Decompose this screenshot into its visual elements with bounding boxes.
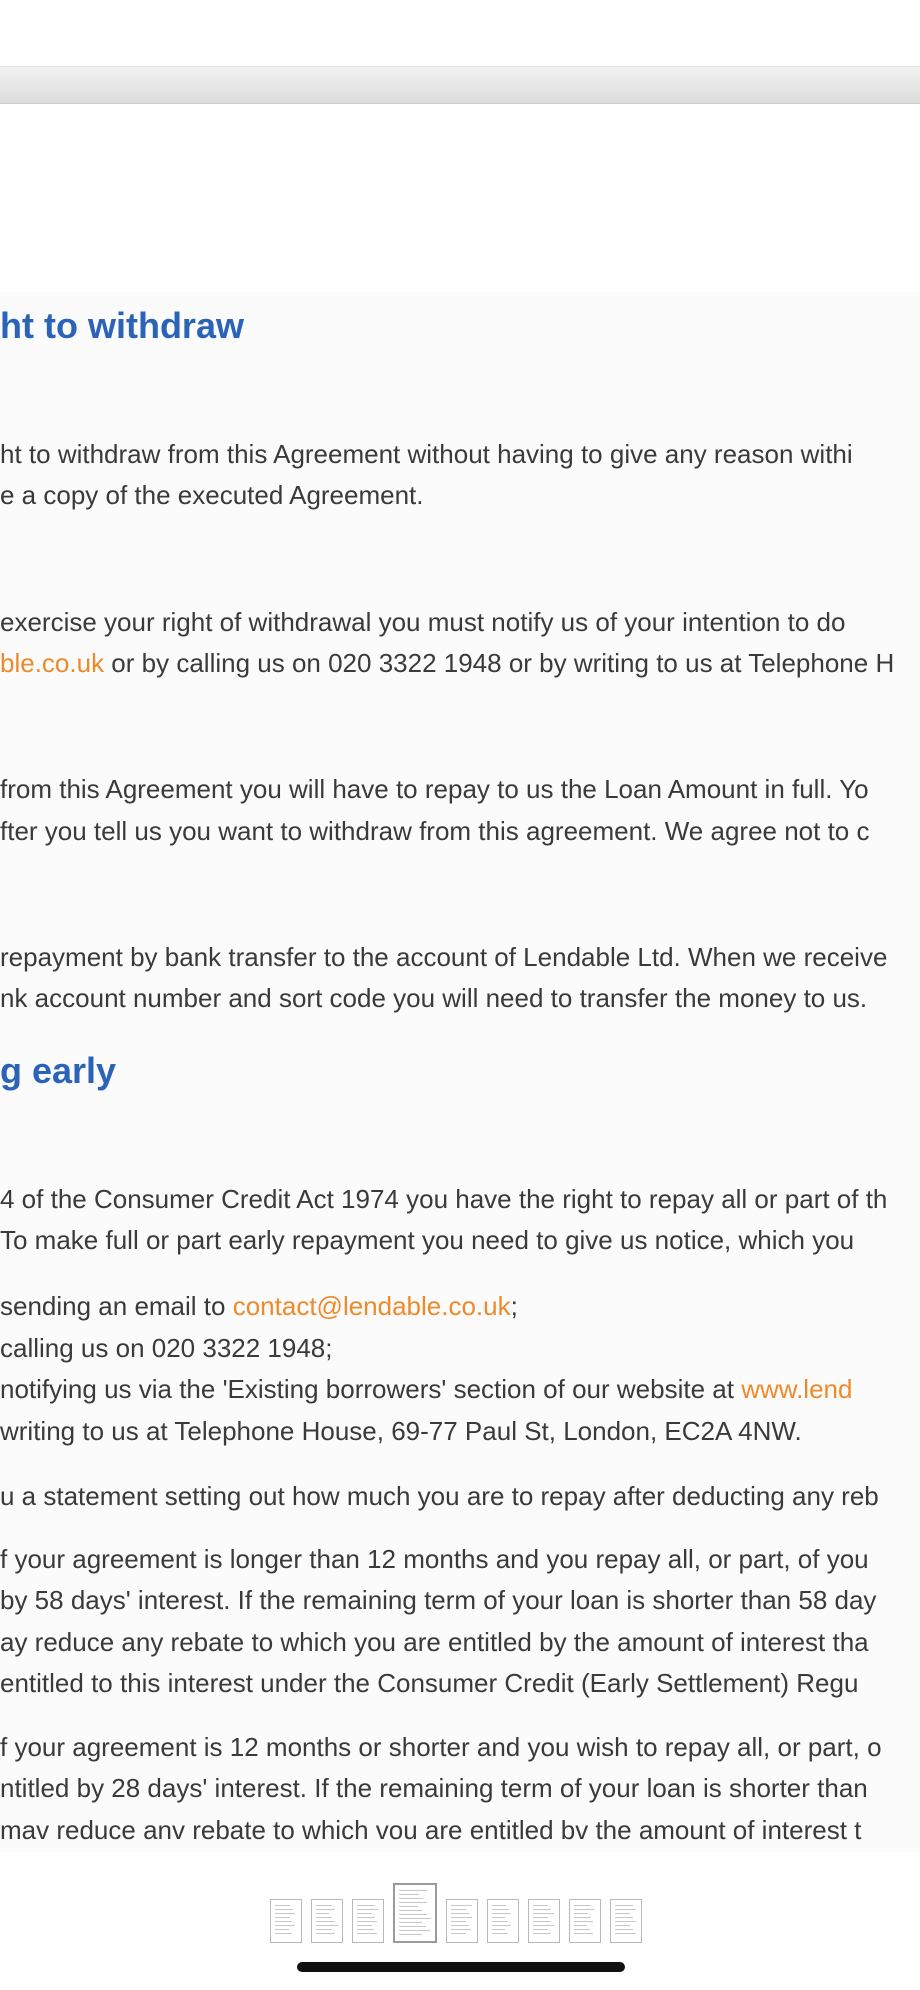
- early-paragraph-4-line-3: mav reduce anv rebate to which vou are entitled bv the amount of interest t: [0, 1815, 862, 1845]
- early-bullet-email: [0, 1289, 518, 1323]
- home-indicator[interactable]: [297, 1962, 625, 1972]
- withdraw-paragraph-4-line-1: repayment by bank transfer to the account of Lendable Ltd. When we receive: [0, 942, 888, 972]
- early-bullet-email-end: ;: [510, 1291, 518, 1321]
- page-thumbnail-5[interactable]: [446, 1899, 478, 1943]
- withdraw-paragraph-3-line-1: from this Agreement you will have to repay to us the Loan Amount in full. Yo: [0, 774, 869, 804]
- page-thumbnail-9[interactable]: [610, 1899, 642, 1943]
- withdraw-paragraph-2-line-2: [0, 646, 894, 680]
- early-paragraph-3-line-1: f your agreement is longer than 12 months and you repay all, or part, of you: [0, 1544, 869, 1574]
- early-paragraph-4-line-2: ntitled by 28 days' interest. If the remaining term of your loan is shorter than: [0, 1773, 868, 1803]
- withdraw-paragraph-4-line-2: nk account number and sort code you will need to transfer the money to us.: [0, 983, 868, 1013]
- withdraw-paragraph-1-line-1: ht to withdraw from this Agreement without having to give any reason withi: [0, 439, 853, 469]
- early-bullet-website-text: notifying us via the 'Existing borrowers' section of our website at: [0, 1374, 742, 1404]
- early-paragraph-4-line-1: f your agreement is 12 months or shorter and you wish to repay all, or part, o: [0, 1732, 882, 1762]
- withdraw-paragraph-2-text: or by calling us on 020 3322 1948 or by writing to us at Telephone H: [104, 648, 895, 678]
- email-domain-link[interactable]: ble.co.uk: [0, 648, 105, 678]
- page-thumbnail-3[interactable]: [352, 1899, 384, 1943]
- early-bullet-post: writing to us at Telephone House, 69-77 Paul St, London, EC2A 4NW.: [0, 1416, 802, 1446]
- withdraw-paragraph-1-line-2: e a copy of the executed Agreement.: [0, 480, 424, 510]
- early-bullet-email-text: sending an email to: [0, 1291, 233, 1321]
- early-paragraph-2: u a statement setting out how much you are to repay after deducting any reb: [0, 1481, 879, 1511]
- section-heading-repaying-early: g early: [0, 1050, 117, 1091]
- toolbar: [0, 66, 920, 104]
- document-page[interactable]: [0, 292, 920, 1852]
- page-thumbnail-7[interactable]: [528, 1899, 560, 1943]
- page-thumbnail-1[interactable]: [270, 1899, 302, 1943]
- contact-email-link[interactable]: contact@lendable.co.uk: [232, 1291, 511, 1321]
- early-bullet-website: [0, 1372, 852, 1406]
- page-thumbnail-8[interactable]: [569, 1899, 601, 1943]
- page-thumbnail-4[interactable]: [393, 1883, 437, 1943]
- withdraw-paragraph-2-line-1: exercise your right of withdrawal you must notify us of your intention to do: [0, 607, 846, 637]
- early-paragraph-3-line-2: by 58 days' interest. If the remaining term of your loan is shorter than 58 day: [0, 1585, 877, 1615]
- website-link[interactable]: www.lend: [741, 1374, 853, 1404]
- page-thumbnails[interactable]: [270, 1883, 642, 1943]
- early-paragraph-3-line-4: entitled to this interest under the Consumer Credit (Early Settlement) Regu: [0, 1668, 859, 1698]
- page-thumbnail-6[interactable]: [487, 1899, 519, 1943]
- early-paragraph-1-line-2: To make full or part early repayment you need to give us notice, which you: [0, 1225, 855, 1255]
- early-paragraph-3-line-3: ay reduce any rebate to which you are entitled by the amount of interest tha: [0, 1627, 869, 1657]
- withdraw-paragraph-3-line-2: fter you tell us you want to withdraw from this agreement. We agree not to c: [0, 816, 870, 846]
- early-bullet-phone: calling us on 020 3322 1948;: [0, 1333, 333, 1363]
- page-thumbnail-2[interactable]: [311, 1899, 343, 1943]
- section-heading-right-to-withdraw: ht to withdraw: [0, 305, 244, 346]
- early-paragraph-1-line-1: 4 of the Consumer Credit Act 1974 you have the right to repay all or part of th: [0, 1184, 888, 1214]
